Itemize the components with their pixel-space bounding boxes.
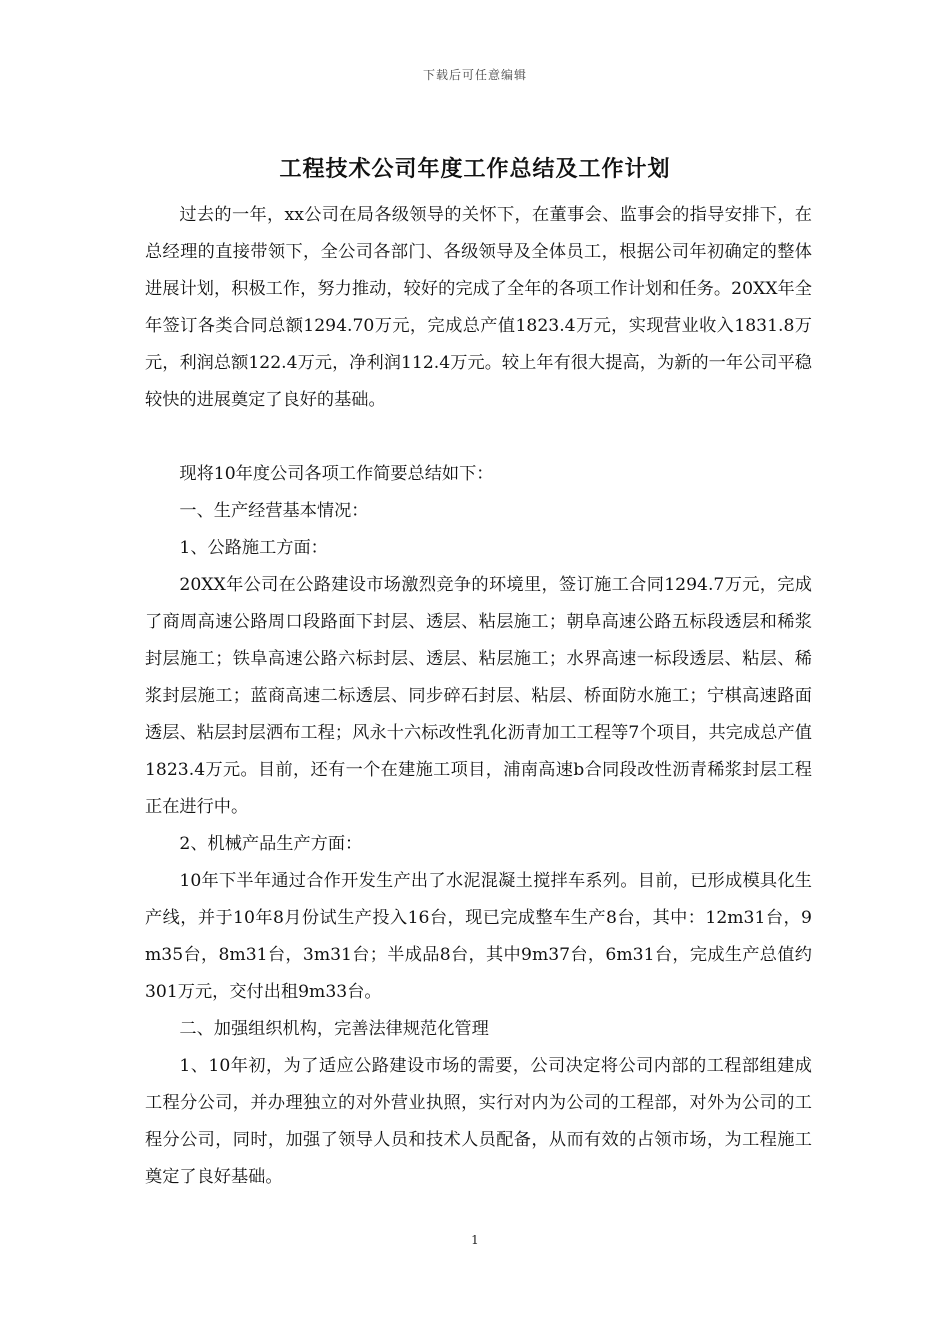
- subsection-heading-highway: 1、公路施工方面：: [179, 538, 328, 558]
- section-heading-production: 一、生产经营基本情况：: [179, 501, 369, 521]
- document-title: 工程技术公司年度工作总结及工作计划: [279, 157, 671, 182]
- paragraph-intro: 过去的一年，xx公司在局各级领导的关怀下，在董事会、监事会的指导安排下，在总经理的直接带领下，全公司各部门、各级领导及全体员工，根据公司年初确定的整体进展计划，积极工作，努力推动，较好的完成了全年的各项工作计划和任务。20XX年全年签订各类合同总额1294.70万元，完成总产值1823.4万元，实现营业收入1831.8万元，利润总额122.4万元，净利润112.4万元。较上年有很大提高，为新的一年公司平稳较快的进展奠定了良好的基础。: [145, 205, 812, 410]
- paragraph-machinery: 10年下半年通过合作开发生产出了水泥混凝土搅拌车系列。目前，已形成模具化生产线，并于10年8月份试生产投入16台，现已完成整车生产8台，其中：12m31台，9m35台，8m31台，3m31台；半成品8台，其中9m37台，6m31台，完成生产总值约301万元，交付出租9m33台。: [145, 871, 812, 1002]
- subsection-heading-machinery: 2、机械产品生产方面：: [179, 834, 363, 854]
- page-number: 1: [471, 1233, 479, 1247]
- section-heading-organization: 二、加强组织机构，完善法律规范化管理: [179, 1019, 489, 1039]
- header-note: 下载后可任意编辑: [422, 68, 527, 82]
- paragraph-summary-lead: 现将10年度公司各项工作简要总结如下：: [179, 464, 494, 484]
- paragraph-organization: 1、10年初，为了适应公路建设市场的需要，公司决定将公司内部的工程部组建成工程分公司，并办理独立的对外营业执照，实行对内为公司的工程部，对外为公司的工程分公司，同时，加强了领导人员和技术人员配备，从而有效的占领市场，为工程施工奠定了良好基础。: [145, 1056, 812, 1187]
- document-body: [145, 197, 812, 1196]
- paragraph-highway: 20XX年公司在公路建设市场激烈竞争的环境里，签订施工合同1294.7万元，完成了商周高速公路周口段路面下封层、透层、粘层施工；朝阜高速公路五标段透层和稀浆封层施工；铁阜高速公路六标封层、透层、粘层施工；水界高速一标段透层、粘层、稀浆封层施工；蓝商高速二标透层、同步碎石封层、粘层、桥面防水施工；宁棋高速路面透层、粘层封层洒布工程；风永十六标改性乳化沥青加工工程等7个项目，共完成总产值1823.4万元。目前，还有一个在建施工项目，浦南高速b合同段改性沥青稀浆封层工程正在进行中。: [145, 575, 812, 817]
